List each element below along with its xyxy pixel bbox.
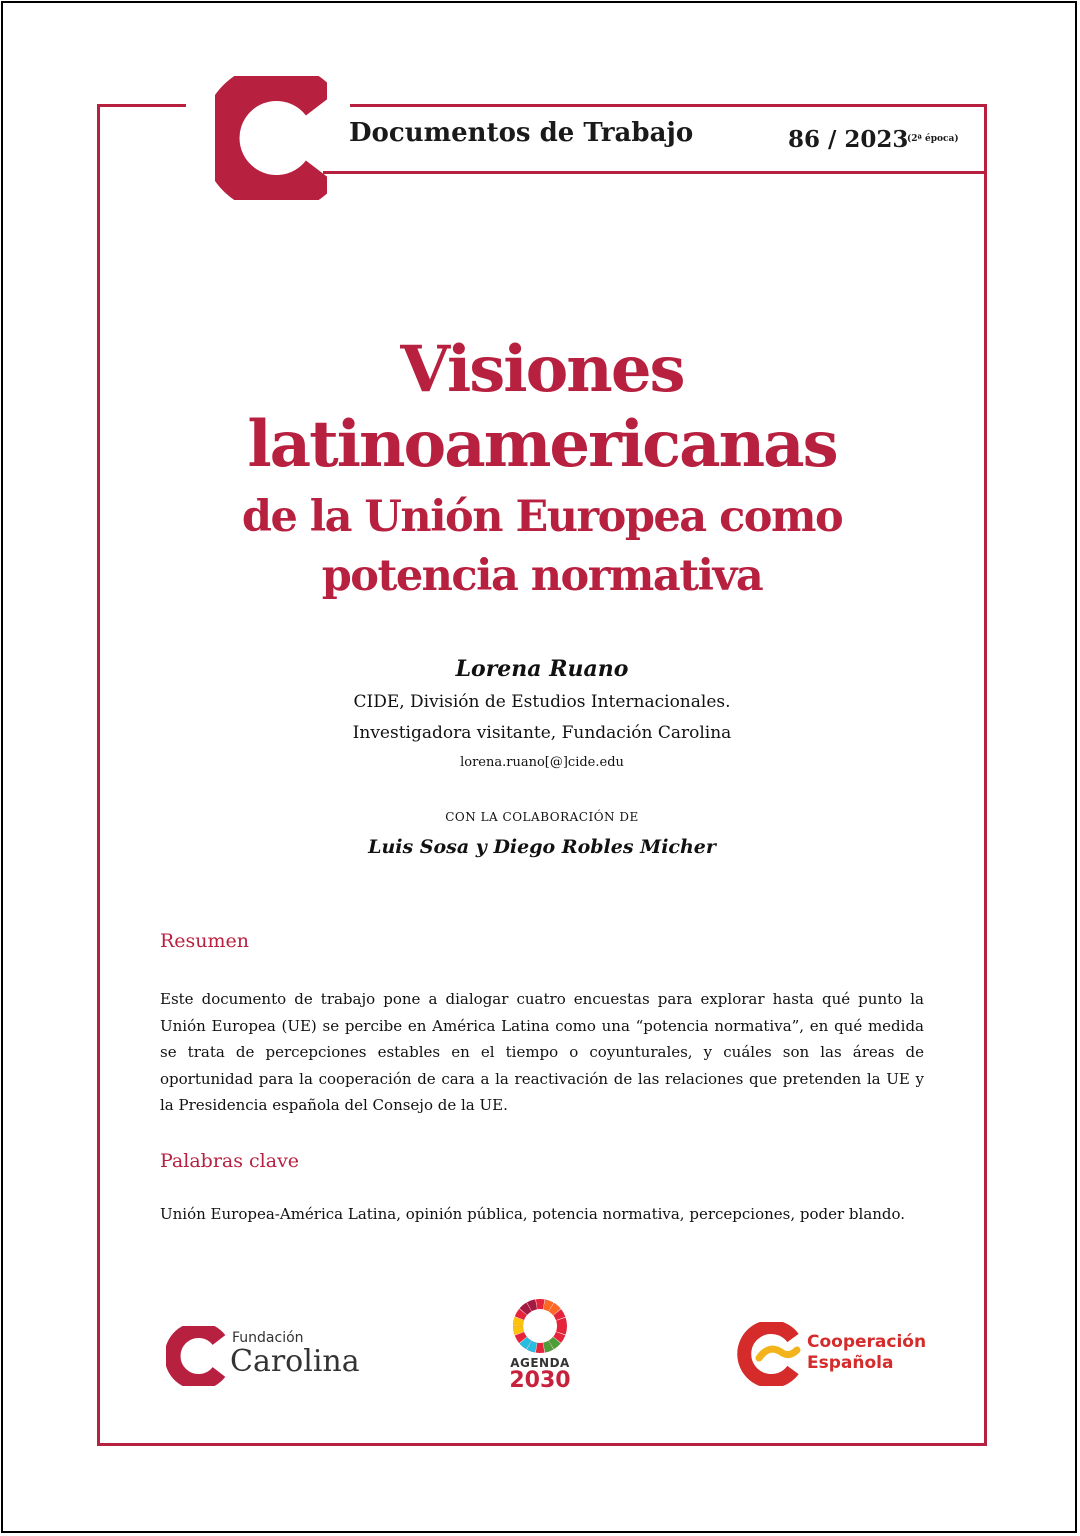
carolina-label: Carolina	[230, 1344, 360, 1379]
author-name: Lorena Ruano	[455, 656, 629, 682]
keywords-heading: Palabras clave	[160, 1150, 300, 1172]
author-email: lorena.ruano[@]cide.edu	[460, 755, 624, 770]
cooperacion-espanola-logo	[735, 1318, 935, 1388]
resumen-text: Este documento de trabajo pone a dialogar cuatro encuestas para explorar hasta qué punto la Unión Europea (UE) se percibe en América Latina como una “potencia normativa”, en qué medida se trata de percepciones estables en el tiempo o coyunturales, y cuáles son las áreas de oportunidad para la cooperación de cara a la reactivación de las relaciones que pretenden la UE y la Presidencia española del Consejo de la UE.	[160, 990, 924, 1114]
resumen-heading: Resumen	[160, 930, 250, 952]
cooperacion-label	[807, 1332, 926, 1374]
epoca-label: (2ª época)	[907, 134, 959, 144]
sdg-wheel-icon	[512, 1298, 568, 1354]
series-title: Documentos de Trabajo	[349, 118, 694, 148]
title-line-3: de la Unión Europea como	[241, 492, 843, 542]
collaborator-names: Luis Sosa y Diego Robles Micher	[368, 836, 716, 858]
collaboration-label: CON LA COLABORACIÓN DE	[445, 810, 639, 824]
cooperacion-line-2: Española	[807, 1353, 894, 1373]
fundacion-label: Fundación	[232, 1330, 304, 1346]
fundacion-carolina-small-c-icon	[166, 1326, 226, 1386]
cooperacion-line-1: Cooperación	[807, 1332, 927, 1352]
title-line-4: potencia normativa	[321, 551, 763, 601]
title-line-2: latinoamericanas	[247, 407, 837, 482]
header-rule	[323, 171, 987, 174]
issue-number: 86 / 2023	[788, 126, 909, 153]
fundacion-carolina-logo	[160, 1318, 380, 1394]
keywords-text: Unión Europea-América Latina, opinión pública, potencia normativa, percepciones, poder blando.	[160, 1205, 906, 1223]
author-affiliation-2: Investigadora visitante, Fundación Carolina	[352, 723, 732, 743]
author-affiliation-1: CIDE, División de Estudios Internacionales.	[353, 692, 731, 712]
cooperacion-espanola-c-icon	[737, 1322, 801, 1386]
fundacion-carolina-c-logo-icon	[215, 76, 327, 200]
agenda-year: 2030	[509, 1368, 571, 1393]
title-line-1: Visiones	[400, 332, 684, 407]
agenda-2030-logo	[495, 1294, 585, 1404]
agenda-word: AGENDA	[510, 1356, 570, 1370]
red-frame	[97, 104, 987, 1446]
